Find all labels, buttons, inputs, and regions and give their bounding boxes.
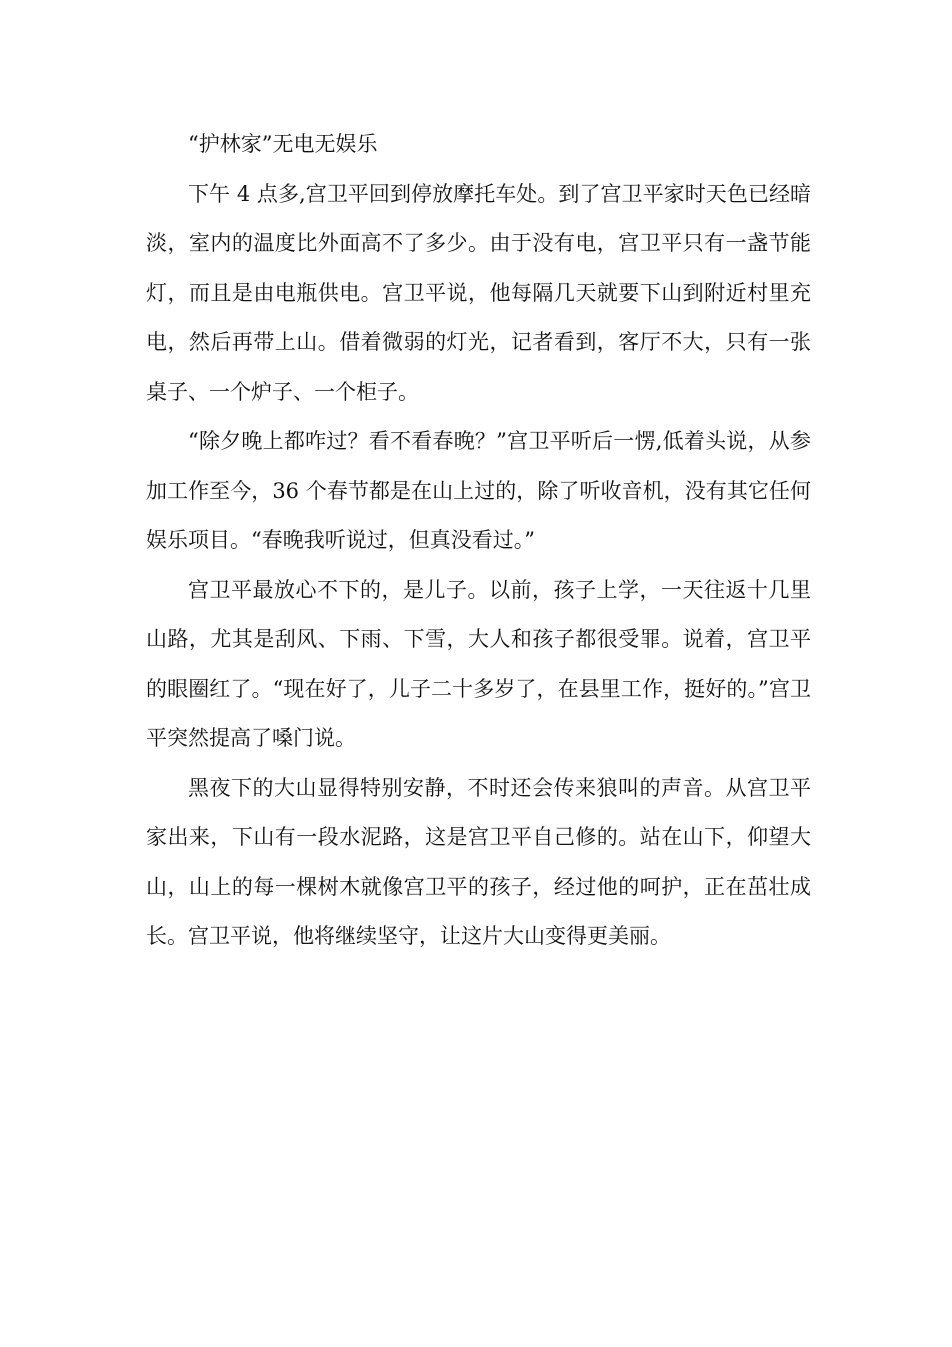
paragraph-3: 宫卫平最放心不下的，是儿子。以前，孩子上学，一天往返十几里山路，尤其是刮风、下雨、下雪，大人和孩子都很受罪。说着，宫卫平的眼圈红了。“现在好了，儿子二十多岁了，在县里工作，挺好的。”宫卫平突然提高了嗓门说。 bbox=[146, 577, 811, 750]
paragraph-1: 下午 4 点多,宫卫平回到停放摩托车处。到了宫卫平家时天色已经暗淡，室内的温度比外面高不了多少。由于没有电，宫卫平只有一盏节能灯，而且是由电瓶供电。宫卫平说，他每隔几天就要下山到附近村里充电，然后再带上山。借着微弱的灯光，记者看到，客厅不大，只有一张桌子、一个炉子、一个柜子。 bbox=[146, 181, 811, 404]
section-heading: “护林家”无电无娱乐 bbox=[188, 132, 378, 156]
paragraph-2: “除夕晚上都咋过？看不看春晚？”宫卫平听后一愣,低着头说，从参加工作至今，36 个春节都是在山上过的，除了听收音机，没有其它任何娱乐项目。“春晚我听说过，但真没看过。” bbox=[146, 429, 811, 552]
paragraph-4: 黑夜下的大山显得特别安静，不时还会传来狼叫的声音。从宫卫平家出来，下山有一段水泥路，这是宫卫平自己修的。站在山下，仰望大山，山上的每一棵树木就像宫卫平的孩子，经过他的呵护，正在茁壮成长。宫卫平说，他将继续坚守，让这片大山变得更美丽。 bbox=[146, 775, 811, 948]
article-body bbox=[146, 120, 811, 962]
